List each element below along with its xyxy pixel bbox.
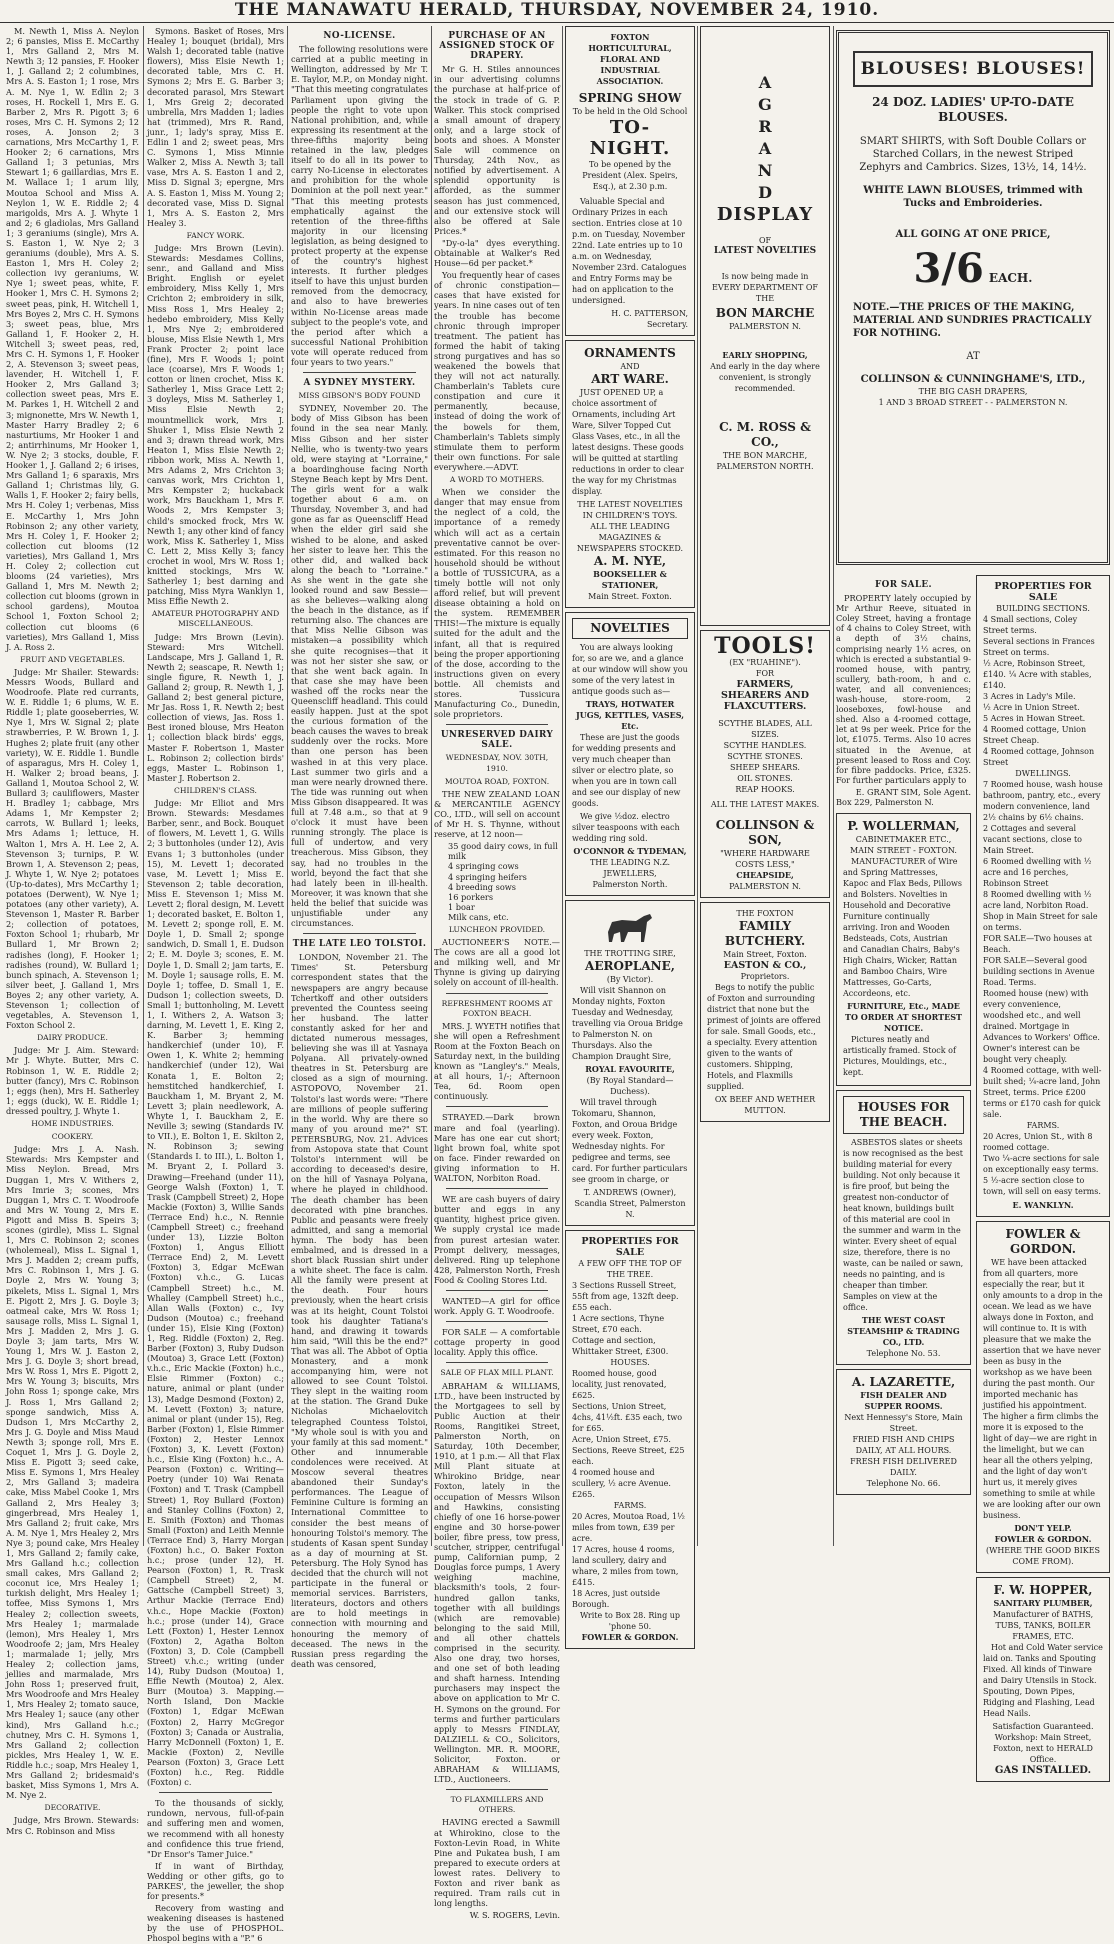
ad-line: "WHERE HARDWARE COSTS LESS,": [720, 849, 810, 869]
ad-title: PROPERTIES FOR SALE: [581, 1236, 679, 1258]
ad-body: Begs to notify the public of Foxton and surrounding district that none but the primest of joints are offered for sale. Small Goods, etc., a specialty. Every attention given to the wants of customers. Shipping, Hotels, and Flaxmills supplied.: [707, 983, 821, 1091]
ad-title: ROYAL FAVOURITE,: [585, 1064, 675, 1074]
ornaments-ad: [565, 340, 695, 608]
prize-list: Judge: Mr Elliot and Mrs Brown. Stewards: Mesdames Barber, senr., and Bock. Bouquet of flowers, M. Levett 1, G. Wills 2; 3 buttonholes (under 12), Avis Evans 1; 3 buttonholes (under 15), M. Levett 1; decorated vase, M. Levett 1; Miss E. Stevenson 2; table decoration, Miss E. Stevenson 1; Miss M. Levett 2; floral design, M. Levett 1; decorated basket, E. Bolton 1, M. Levett 2; sponge roll, E. M. Doyle 1, D. Small 2; sponge sandwich, D. Small 1, E. Dudson 2; E. M. Doyle 3; scones, E. M. Doyle 1, D. Small 2; jam tarts, E. M. Doyle 1; sausage rolls, E. M. Doyle 1; toffee, D. Small 1, E. Dudson 1; collection sweets, D. Small 1; buttonholing, M. Levett 1, I. Withers 2, A. Watson 3; darning, M. Levett 1, E. King 2, K. Barber 3; hemming handkerchief (under 10), F. Owen 1, K. White 2; hemming handkerchief (under 12), Wai Konata 1, E. Bolton 2; hemstitched handkerchief, I. Bauckham 1, M. Bryant 2, M. Levett 3; plain needlework, A. Whyte 1, I. Bauckham 2, E. Neville 3; sewing (Standards IV. to VII.), E. Bolton 1, E. Skilton 2, N. Robinson 3; sewing (Standards I. to III.), L. Bolton 1, M. Bryant 2, I. Pollard 3. Drawing—Freehand (under 11), George Walsh (Foxton) 1, T. Trask (Campbell Street) 2, Hope Mackie (Foxton) 3, Willie Sands (Terrace End) h.c., N. Rennie (Campbell Street) c.; freehand (under 13), Lizzie Bolton (Foxton) 1, Angus Elliott (Terrace End) 2, M. Levett (Foxton) 3, Edgar McEwan (Foxton) v.h.c., G. Lucas (Campbell Street) h.c., M. Whalley (Campbell Street) h.c., Allan Walls (Foxton) c., Ivy Dudson (Moutoa) c.; freehand (under 15), Elsie King (Foxton) 1, Reg. Riddle (Foxton) 2, Reg. Barber (Foxton) 3, Ruby Dudson (Moutoa) 3, Grace Lett (Foxton) v.h.c., Eric Mackie (Foxton) h.c., Elsie Rimmer (Foxton) c.; nature, animal or plant (under 13), Madge Desmond (Foxton) 2, M. Levett (Foxton) 3; nature, animal or plant (under 15), Reg. Barber (Foxton) 1, Elsie Rimmer (Foxton) 2, Hester Lennox (Foxton) 3, K. Levett (Foxton) h.c., Elsie King (Foxton) h.c., A. Pearson (Foxton) c. Writing—Poetry (under 10) Wai Renata (Foxton) and T. Trask (Campbell Street) 1, Roy Bullard (Foxton) and Stanley Collins (Foxton) 2, E. Smith (Foxton) and Thomas Small (Foxton) and Leith Mennie (Terrace End) 3, Harry Morgan (Foxton) h.c., O. Baker Foxton h.c.; prose (under 12), H. Pearson (Foxton) 1, R. Trask (Campbell Street) 2, M. Gattsche (Campbell Street) 3, Arthur Mackie (Terrace End) v.h.c., Hope Mackie (Foxton) h.c.; prose (under 14), Grace Lett (Foxton) 1, Hester Lennox (Foxton) 2, Agatha Bolton (Foxton) 3, D. Cole (Campbell Street) v.h.c.; writing (under 14), Ruby Dudson (Moutoa) 1, Effie Newth (Moutoa) 2, Alex. Burr (Moutoa) 3. Mapping.—North Island, Don Mackie (Foxton) 1, Edgar McEwan (Foxton) 2, Harry McGregor (Foxton) 3; Canada or Australia, Harry McDonnell (Foxton) 1, E. Mackie (Foxton) 2, Neville Pearson (Foxton) 3, Grace Lett (Foxton) h.c., Reg. Riddle (Foxton) c.: [147, 798, 284, 1788]
list-item: Roomed house (new) with every convenience, woodshed etc., and well drained. Mortgage in Advances to Workers' Office. Owner's interest can be bought very cheaply.: [983, 989, 1100, 1064]
ad-line: COLLINSON & CUNNINGHAME'S, LTD.,: [860, 374, 1086, 385]
ad-line: ALL GOING AT ONE PRICE,: [895, 229, 1051, 240]
ad-title: SPRING SHOW: [578, 91, 682, 105]
ad-line: BOOKSELLER & STATIONER,: [593, 569, 667, 590]
prize-list: Judge: Mrs Brown (Levin). Steward: Mrs Witchell. Landscape, Mrs J. Galland 1, R. Newth 2; seascape, R. Newth 1; single figure, R. Newth 1, J. Galland 2; group, R. Newth 1, J. Galland 2; best general picture, Mr Jas. Ross 1, R. Newth 2; best collection of views, Jas. Ross 1. Best ironed blouse, Mrs Heaton 1; collection black birds' eggs, Master F. Robertson 1, Master L. Robinson 2; collection birds' eggs, Master L. Robinson 1, Master J. Robertson 2.: [147, 631, 284, 783]
properties-ad: [565, 1230, 695, 1649]
ad-body: HAVING erected a Sawmill at Whirokino, close to the Foxton-Levin Road, in White Pine and Pukatea bush, I am prepared to execute orders at lowest rates. Delivery to Foxton and river bank as required. Tram rails cut in long lengths.: [434, 1817, 560, 1909]
advert-paragraph: You frequently hear of cases of chronic constipation—cases that have existed for years. In nine cases out of ten the trouble has become chronic through improper treatment. The patient has formed the habit of taking strong purgatives and has so weakened the bowels that they will not act naturally. Chamberlain's Tablets cure constipation and cure it permanently, because, instead of doing the work of the bowels for them, Chamberlain's Tablets simply stimulate them to perform their own functions. For sale everywhere.—ADVT.: [434, 270, 560, 472]
ad-body: Is now being made in EVERY DEPARTMENT OF THE: [712, 272, 818, 303]
ad-line: THE LATEST NOVELTIES IN CHILDREN'S TOYS.: [577, 500, 683, 520]
prize-list: Judge: Mr J. Aim. Steward: Mr J. Whyte. Butter, Mrs C. Robinson 1, W. E. Riddle 2; butter (fancy), Mrs C. Robinson 1; eggs (hen), Mrs H. Satherley 1; eggs (duck), W. E. Riddle 1; dressed poultry, J. Whyte 1.: [6, 1045, 139, 1116]
ad-line: THE BIG CASH DRAPERS,: [918, 387, 1028, 396]
column-5: [565, 26, 695, 1642]
list-item: ½ Acre in Union Street.: [983, 703, 1080, 712]
ad-line: AT: [966, 351, 980, 362]
ad-body: ASBESTOS slates or sheets is now recognised as the best building material for every building. Not only because it is fire proof, but being the greatest non-conductor of heat known, buildings built of this material are cool in the summer and warm in the winter. Every sheet of equal size, therefore, there is no waste, can be nailed or sawn, needs no painting, and is cheaper than timber. Samples on view at the office.: [843, 1138, 964, 1313]
ad-body: Hot and Cold Water service laid on. Tanks and Spouting Fixed. All kinds of Tinware and Dairy Utensils in Stock. Spouting, Down Pipes, Ridging and Flashing, Lead Head Nails.: [983, 1643, 1103, 1718]
blouses-ad: [836, 30, 1110, 565]
ad-line: EARLY SHOPPING,: [722, 350, 808, 360]
tool-item: OIL STONES.: [737, 774, 793, 783]
divider: [446, 1188, 548, 1189]
ad-line: FRIED FISH AND CHIPS DAILY, AT ALL HOURS.: [852, 1435, 955, 1456]
advert-paragraph: To the thousands of sickly, rundown, nervous, full-of-pain and suffering men and women, we recommend with all honesty and confidence this true friend, "Dr Ensor's Tamer Juice.": [147, 1798, 284, 1859]
ad-subheading: MOUTOA ROAD, FOXTON.: [444, 776, 550, 786]
masthead: THE MANAWATU HERALD, THURSDAY, NOVEMBER 24, 1910.: [0, 0, 1114, 23]
section-heading: DAIRY PRODUCE.: [37, 1033, 108, 1043]
column-rule: [143, 26, 144, 1546]
ad-title: O'CONNOR & TYDEMAN,: [573, 846, 687, 856]
column-3: [291, 26, 428, 1669]
ad-body: MRS. J. WYETH notifies that she will open a Refreshment Room at the Foxton Beach on Saturday next, in the building known as "Langley's." Meals, at all hours, 1/-; Afternoon Tea, 6d. Room open continuously.: [434, 1020, 560, 1102]
list-item: Cottage and section, Whittaker Street, £300.: [572, 1336, 669, 1356]
ad-heading: REFRESHMENT ROOMS AT FOXTON BEACH.: [441, 998, 553, 1018]
ad-line: SANITARY PLUMBER,: [993, 1598, 1093, 1608]
prize-list: Judge: Mr Shailer. Stewards: Messrs Woods, Bullard and Woodroofe. Plate red currants, W. E. Riddle 1; 6 plums, W. E. Riddle 1; plate gooseberries, W. Nye 1, Mrs W. Signal 2; plate strawberries, P. W. Brown 1, J. Hughes 2; plate fruit (any other variety), W. E. Riddle 1. Bundle of asparagus, Mrs H. Coley 1, H. Walker 2; broad beans, J. Galland 1, Moutoa School 2, W. Bullard 3; cauliflowers, Master H. Bradley 1; cabbage, Mrs Adams 1, Mr Kempster 2; carrots, W. Bullard 1; leeks, Mrs Adams 1; lettuce, H. Walton 1, Mrs A. H. Lee 2, A. Stevenson 3; turnips, P. W. Brown 1, A. Stevenson 2; peas, J. Whyte 1, W. Nye 2; potatoes (Up-to-dates), Mrs McCarthy 1; potatoes (Derwent), W. Nye 1; potatoes (any other variety), A. Stevenson 1, Master R. Barber 2; collection of potatoes, Foxton School 1; rhubarb, Mr Bullard 1, Mr Brown 2; radishes (long), F. Hooker 1; radishes (round), W. Bullard 1; bunch spinach, A. Stevenson 1; silver beet, J. Galland 1, Mrs Boyes 2; any other variety, A. Stevenson 1; collection of vegetables, A. Stevenson 1, Foxton School 2.: [6, 666, 139, 1031]
list-item: ½ Acre, Robinson Street, £140. ¼ Acre with stables, £140.: [983, 659, 1092, 690]
ad-signature: W. S. ROGERS, Levin.: [469, 1910, 560, 1921]
divider: [159, 1792, 272, 1793]
ad-line: EACH.: [988, 271, 1033, 285]
fowler-gordon-ad: [976, 1221, 1110, 1573]
ad-heading: TO FLAXMILLERS AND OTHERS.: [450, 1795, 544, 1815]
list-item: 4 Small sections, Coley Street terms.: [983, 615, 1078, 635]
ad-title: COLLINSON & SON,: [715, 818, 815, 847]
ad-body: THE NEW ZEALAND LOAN & MERCANTILE AGENCY CO., LTD., will sell on account of Mr H. S. Thynne, without reserve, at 12 noon—: [434, 788, 560, 840]
article-body: Mr G. H. Stiles announces in our advertising columns the purchase at half-price of the stock in trade of G. P. Walker. This stock comprised a small amount of drapery only, and a large stock of boots and shoes. A Monster Sale will commence on Thursday, 24th Nov., as notified by advertisement. A splendid opportunity is afforded, as the summer season has just commenced, and our extensive stock will also be offered at Sale Prices.*: [434, 64, 560, 236]
ad-line: (EX "RUAHINE").: [729, 658, 801, 667]
beach-houses-ad: [836, 1090, 971, 1365]
ad-body: These are just the goods for wedding presents and very much cheaper than silver or electro plate, so when you are in town call and see our display of new goods.: [572, 733, 681, 808]
article-subheading: MISS GIBSON'S BODY FOUND: [298, 391, 421, 401]
ad-body: We give ½doz. electro silver teaspoons with each wedding ring sold.: [572, 812, 680, 843]
ad-body: PROPERTY lately occupied by Mr Arthur Reeve, situated in Coley Street, having a frontage of 4 chains to Coley Street, with a depth of 3½ chains, comprising nearly 1½ acres, on which is erected a substantial 9-roomed house, with pantry, scullery, bath-room, h and c. water, and all conveniences; wash-house, store-room, 2 looseboxes, fowl-house and shed. Also a 4-roomed cottage, let at 9s per week. Price for the lot, £1075. Terms. Also 10 acres situated in the Avenue, at present leased to Ross and Coy. for fibre paddocks. Price, £325. For further particulars apply to: [836, 593, 971, 785]
ad-line: MAIN STREET - FOXTON.: [850, 846, 957, 856]
divider: [446, 724, 548, 725]
ad-line: Next Hennessy's Store, Main Street.: [844, 1413, 963, 1434]
column-rule: [833, 26, 834, 1546]
ad-heading: FOXTON HORTICULTURAL, FLORAL AND INDUSTRIAL ASSOCIATION.: [588, 32, 672, 86]
article-body: SYDNEY, November 20. The body of Miss Gibson has been found in the sea near Manly. Miss Gibson and her sister Nellie, who is twenty-two years old, were staying at "Lorraine," a boardinghouse facing North Steyne Beach kept by Mrs Dent. The girls went for a walk together about 6 a.m. on Thursday, November 3, and had gone as far as Queenscliff Head when the elder girl said she wished to be alone, and asked her sister to leave her. This the other did, and walked back along the beach to "Lorraine." As she went in the gate she looked round and saw Bessie—as she believes—walking along the beach in the distance, as if returning also. The chances are that Miss Nellie Gibson was mistaken—a possibility which she quite recognises—that it was not her sister she saw, or that she went back again. In that case she may have been washed off the rocks near the Queenscliff headland. This could easily happen. Just at the spot the curious formation of the beach causes the waves to break suddenly over the rocks. More than one person has been washed in at this very place. Last summer two girls and a man were nearly drowned there. The tide was running out when Miss Gibson disappeared. It was full at 7.48 a.m., so that at 9 o'clock it must have been running strongly. The place is full of undertow, and very treacherous. Miss Gibson, they say, had no troubles in the world, beyond the fact that she had lately been in ill-health. Moreover, it was known that she held the belief that suicide was unjustifiable under any circumstances.: [291, 403, 428, 929]
ad-title: F. W. HOPPER,: [993, 1583, 1093, 1597]
ad-line: Write to Box 28. Ring up 'phone 50.: [580, 1611, 680, 1631]
tool-item: SHEEP SHEARS.: [730, 763, 800, 772]
list-heading: DWELLINGS.: [1015, 769, 1071, 778]
ad-line: Telephone No. 66.: [866, 1479, 941, 1489]
ad-body: AUCTIONEER'S NOTE.—The cows are all a good lot and milking well, and Mr Thynne is giving up dairying solely on account of ill-health.: [434, 937, 560, 988]
advert-paragraph: "Dy-o-la" dyes everything. Obtainable at Walker's Red House—6d per packet.*: [434, 237, 560, 269]
section-heading: AMATEUR PHOTOGRAPHY AND MISCELLANEOUS.: [151, 609, 280, 629]
ad-line: ALL THE LEADING MAGAZINES & NEWSPAPERS STOCKED.: [576, 522, 684, 553]
advert-paragraph: Recovery from wasting and weakening diseases is hastened by the use of PHOSPHOL. Phospol begins with a "P." 6: [147, 1903, 284, 1944]
lot-list: [434, 841, 560, 922]
ad-body: FOR SALE — A comfortable cottage property in good locality. Apply this office.: [434, 1327, 560, 1358]
ad-line: OX BEEF AND WETHER MUTTON.: [714, 1095, 816, 1115]
ad-body: WE have been attacked from all quarters, more especially the rear, but it only amounts to a drop in the ocean. We lead as we have always done in Foxton, and will continue to. It is with pleasure that we make the assertion that we have never been as busy in the workshop as we have been during the past month. Our imported mechanic has justified his appointment. The higher a firm climbs the more it is exposed to the light of day—we are right in the limelight, but we can hear all the others yelping, and the light of day won't hurt us, it merely gives something to smile at while we are looking after our own business.: [983, 1258, 1103, 1520]
prize-list: Judge: Mrs J. A. Nash. Stewards: Mrs Kempster and Miss Neylon. Bread, Mrs Duggan 1, Mrs V. Withers 2, Mrs Imrie 3; scones, Mrs Duggan 1, Mrs C. T. Woodroofe and Mrs W. Young 2, Mrs E. Pigott and Miss B. Speirs 3; scones (girdle), Miss L. Signal 1, Mrs C. Robinson 2; scones (wholemeal), Miss L. Signal 1, Mrs J. Madden 2; cream puffs, Mrs C. Robinson 1, Mrs J. G. Doyle 2, Mrs W. Young 3; pikelets, Miss L. Signal 1, Mrs E. Pigott 2, Mrs J. G. Doyle 3; oatmeal cake, Mrs W. Ross 1; sausage rolls, Miss L. Signal 1, Mrs J. Madden 2, Mrs J. G. Doyle 3; jam tarts, Mrs W. Young 1, Mrs W. J. Easton 2, Mrs J. G. Doyle 3; short bread, Mrs W. Ross 1, Mrs E. Pigott 2, Mrs W. Young 3; biscuits, Mrs John Ross 1; sponge cake, Mrs J. Ross 1, Mrs Galland 2; sponge sandwich, Miss A. Dudson 1, Mrs McCarthy 2, Mrs J. G. Doyle and Miss Maud Newth 3; sponge roll, Mrs E. Coquet 1, Mrs J. G. Doyle 2, Miss E. Pigott 3; seed cake, Miss E. Symons 1, Mrs Healey 2, Mrs Galland 3; madeira cake, Miss Mabel Cooke 1, Mrs Galland 2, Mrs Healey 3; gingerbread, Mrs Healey 1, Mrs Galland 2; fruit cake, Mrs A. M. Nye 1, Mrs Healey 2, Mrs Nye 3; pound cake, Mrs Healey 1, Mrs Galland 2; family cake, Mrs Galland h.c.; collection small cakes, Mrs Galland 2; coconut ice, Mrs Healey 1; turkish delight, Mrs Healey 1; toffee, Miss Symons 1, Mrs Healey 2; collection sweets, Mrs Healey 1; marmalade (lemon), Mrs Healey 1, Mrs Woodroofe 2; jam, Mrs Healey 1; marmalade 1; jelly, Mrs Healey 2; collection jams, jellies and marmalade, Mrs John Ross 1; preserved fruit, Mrs Woodroofe and Mrs Healey 1, Mrs Healey 2; tomato sauce, Mrs Healey 1; sauce (any other kind), Mrs Galland h.c.; chutney, Mrs C. H. Symons 1, Mrs Galland 2; collection pickles, Mrs Healey 1, W. E. Riddle h.c.; soap, Mrs Healey 1, Mrs Galland 2; bridesmaid's basket, Miss Symons 1, Mrs A. M. Nye 2.: [6, 1144, 139, 1801]
property-list: [572, 1280, 688, 1610]
tool-item: SCYTHE STONES.: [727, 752, 803, 761]
ad-title: A. LAZARETTE,: [851, 1375, 956, 1390]
column-8: [976, 575, 1110, 1776]
ad-title: HOUSES FOR THE BEACH.: [843, 1096, 964, 1134]
property-list: [983, 614, 1103, 1197]
ad-line: (WHERE THE GOOD BIKES COME FROM).: [985, 1546, 1101, 1566]
list-item: 8 Roomed dwelling with ½ acre land, Norbiton Road.: [983, 890, 1092, 910]
ad-line: Workshop: Main Street, Foxton, next to HERALD Office.: [993, 1733, 1093, 1764]
ad-line: OF: [758, 236, 772, 245]
divider: [446, 1321, 548, 1322]
list-item: 5 Acres in Howan Street.: [983, 714, 1086, 723]
ad-line: To be held in the Old School: [572, 107, 688, 116]
ad-line: PALMERSTON N.: [729, 322, 801, 331]
list-item: 4 springing heifers: [448, 871, 527, 882]
ad-line: Manufacturer of BATHS, TUBS, TANKS, BOILER FRAMES, ETC.: [992, 1610, 1094, 1641]
ad-body: Pictures neatly and artistically framed. Stock of Pictures, Mouldings, etc., kept.: [843, 1035, 956, 1078]
list-item: Roomed house, good locality, just renovated, £625.: [572, 1369, 667, 1400]
ad-heading: UNRESERVED DAIRY SALE.: [440, 730, 554, 751]
ad-title: BON MARCHE: [715, 306, 815, 320]
list-heading: FARMS.: [1026, 1121, 1060, 1130]
plumber-ad: [976, 1577, 1110, 1782]
section-subheading: COOKERY.: [51, 1132, 94, 1142]
ad-line: AND: [620, 362, 640, 371]
ad-line: THE BON MARCHE,: [722, 451, 808, 460]
ad-body: SMART SHIRTS, with Soft Double Collars or Starched Collars, in the newest Striped Zephyrs and Cambrics. Sizes, 13½, 14, 14½.: [859, 136, 1087, 173]
ad-line: Main Street. Foxton.: [588, 592, 672, 601]
novelties-ad: [565, 612, 695, 896]
trotting-sire-ad: [565, 900, 695, 1226]
ad-line: THE WEST COAST STEAMSHIP & TRADING CO., LTD.: [847, 1315, 960, 1348]
list-item: Shop in Main Street for sale on terms.: [983, 912, 1098, 932]
ad-line: PALMERSTON N.: [729, 882, 801, 891]
column-2: [147, 26, 284, 1944]
divider: [446, 1290, 548, 1291]
section-heading: CHILDREN'S CLASS.: [174, 785, 257, 795]
ad-body: And early in the day where convenient, is strongly recommended.: [710, 362, 820, 393]
list-item: FOR SALE—Several good building sections in Avenue Road. Terms.: [983, 956, 1095, 987]
list-item: 2 Cottages and several vacant sections, close to Main Street.: [983, 824, 1082, 855]
column-1: [6, 26, 139, 1836]
ad-title: NOVELTIES: [572, 618, 688, 639]
ad-body: WE are cash buyers of dairy butter and eggs in any quantity, highest price given. We supply crystal ice made from purest artesian water. Prompt delivery, messages, delivered. Ring up telephone 428, Palmerston North, Fresh Food & Cooling Stores Ltd.: [434, 1194, 560, 1285]
list-item: 4 breeding sows: [448, 881, 516, 892]
column-4: [434, 26, 560, 1921]
ad-line: 1 AND 3 BROAD STREET - - PALMERSTON N.: [878, 398, 1068, 407]
ad-body: NOTE.—THE PRICES OF THE MAKING, MATERIAL AND SUNDRIES PRACTICALLY FOR NOTHING.: [853, 302, 1092, 339]
ad-body: Will visit Shannon on Monday nights, Foxton Tuesday and Wednesday, travelling via Oroua Bridge to Palmerston N. on Thursdays. Also the Champion Draught Sire,: [572, 986, 683, 1061]
ad-title: FOWLER & GORDON.: [1005, 1227, 1081, 1256]
ad-line: DON'T YELP.: [1014, 1523, 1072, 1533]
cabinetmaker-ad: [836, 813, 971, 1086]
ad-line: THE FOXTON: [736, 909, 794, 918]
section-heading: DECORATIVE.: [44, 1803, 101, 1813]
ad-line: THE TROTTING SIRE,: [584, 949, 676, 958]
list-item: 4 Roomed cottage, Union Street Cheap.: [983, 725, 1087, 745]
properties-ad: [976, 575, 1110, 1217]
grand-display-ad: [700, 26, 830, 626]
ad-line: GAS INSTALLED.: [994, 1765, 1092, 1776]
ad-line: ALL THE LATEST MAKES.: [710, 800, 820, 809]
ad-line: LATEST NOVELTIES: [713, 246, 817, 256]
ad-line: FOWLER & GORDON.: [994, 1534, 1092, 1544]
list-item: 17 Acres, house 4 rooms, land scullery, dairy and whare, 2 miles from town, £415.: [572, 1545, 679, 1587]
list-item: 35 good dairy cows, in full milk: [448, 841, 558, 862]
ad-title: ART WARE.: [591, 372, 669, 386]
ad-line: TRAYS, HOTWATER JUGS, KETTLES, VASES, Etc.: [575, 699, 685, 731]
section-heading: HOME INDUSTRIES.: [31, 1119, 114, 1129]
spring-show-ad: [565, 26, 695, 336]
list-item: Milk cans, etc.: [448, 911, 509, 922]
article-heading: A SYDNEY MYSTERY.: [303, 378, 416, 389]
ad-line: FARMERS, SHEARERS AND FLAXCUTTERS.: [721, 679, 809, 712]
section-heading: FANCY WORK.: [186, 230, 245, 240]
list-heading: HOUSES.: [610, 1358, 650, 1367]
article-heading: A WORD TO MOTHERS.: [449, 475, 545, 485]
ad-title: DISPLAY: [716, 204, 814, 225]
ad-body: WANTED—A girl for office work. Apply G. T. Woodroofe.: [434, 1295, 560, 1317]
column-rule: [287, 26, 288, 1546]
ad-title: TOOLS!: [714, 633, 816, 659]
ad-line: Satisfaction Guaranteed.: [992, 1722, 1094, 1731]
ad-title: BLOUSES! BLOUSES!: [853, 51, 1093, 87]
ad-body: ABRAHAM & WILLIAMS, LTD., have been instructed by the Mortgagees to sell by Public Auction at their Rooms, Rangitikei Street, Palmerston North, on Saturday, 10th December, 1910, at 1 p.m.— All that Flax Mill Plant situate at Whirokino Bridge, near Foxton, lately in the occupation of Messrs Wilson and Hawkins, consisting chiefly of one 16 horse-power engine and 30 horse-power boiler, fibre press, tow press, scutcher, stripper, centrifugal pump, Californian pump, 2 Douglas force pumps, 1 Avery weighing machine, blacksmith's tools, 2 four-hundred gallon tanks, together with all buildings (which are removable) belonging to the said Mill, and all other chattels comprised in the security. Also one dray, two horses, and one set of both leading and shaft harness. Intending purchasers may inspect the above on application to Mr C. H. Symons on the ground. For terms and further particulars apply to Messrs FINDLAY, DALZIELL & CO., Solicitors, Wellington. MR. R. MOORE, Solicitor, Foxton. or ABRAHAM & WILLIAMS, LTD., Auctioneers.: [434, 1380, 560, 1785]
divider: [303, 372, 416, 373]
ad-line: FRESH FISH DELIVERED DAILY.: [850, 1457, 957, 1478]
ad-signature: E. GRANT SIM, Sole Agent.: [855, 786, 971, 797]
ad-line: (By Victor).: [606, 975, 654, 984]
list-item: 6 Roomed dwelling with ½ acre and 16 perches, Robinson Street: [983, 857, 1092, 888]
article-body: LONDON, November 21. The Times' St. Petersburg correspondent states that the newspapers are angry because Tchertkoff and other outsiders prevented the Countess seeing her husband. The latter constantly asked for her and dictated numerous messages, believing she was ill at Yasnaya Polyana. All privately-owned theatres in St. Petersburg are closed as a sign of mourning. ASTOPOVO, November 21. Tolstoi's last words were: "There are millions of people suffering in the world. Why are there so many of you around me?" ST. PETERSBURG, Nov. 21. Advices from Astopova state that Count Tolstoi's internment will be according to deceased's desire, on the hill of Yasnaya Polyana, where he played in childhood. The death chamber has been decorated with pine branches. Public and peasants were freely admitted, and sang a memorial hymn. The body has been embalmed, and is dressed in a short black Russian shirt under a white sheet. The face is calm. All the family were present at the death. Four hours previously, when the heart crisis was at its height, Count Tolstoi took his daughter Tatiana's hand, and drawing it towards him said, "Will this be the end?" That was all. The Abbot of Optia Monastery, and a monk accompanying him, were not allowed to see Count Tolstoi. They slept in the waiting room at the station. The Grand Duke Nicholas Michaelovitch telegraphed Countess Tolstoi, "My whole soul is with you and your family at this sad moment." Other and innumerable condolences were received. At Moscow several theatres abandoned their Sunday's performances. The League of Feminine Culture is forming an International Committee to consider the best means of honouring Tolstoi's memory. The students of Kasan spent Sunday as a day of mourning at St. Petersburg. The Holy Synod has decided that the church will not participate in the funeral or memorial services. Barristers, literateurs, doctors and others are to hold meetings in connection with mourning and honouring the memory of deceased. The news in the Russian press regarding the death was censored,: [291, 952, 428, 1669]
divider: [446, 993, 548, 994]
divider: [303, 933, 416, 934]
ad-line: 24 DOZ. LADIES' UP-TO-DATE BLOUSES.: [872, 95, 1074, 124]
list-item: FOR SALE—Two houses at Beach.: [983, 934, 1092, 954]
ad-title: P. WOLLERMAN,: [847, 819, 960, 834]
ad-signature: T. ANDREWS (Owner), Scandia Street, Palmerston N.: [574, 1188, 686, 1219]
list-item: Several sections in Frances Street on terms.: [983, 637, 1095, 657]
prize-list: Symons. Basket of Roses, Mrs Healey 1; bouquet (bridal), Mrs Walsh 1; decorated table (native flowers), Miss Elsie Newth 1; decorated table, Mrs C. H. Symons 2; Mrs E. G. Barber 3; decorated parasol, Mrs Stewart 1, Mrs Greig 2; decorated umbrella, Mrs Madden 1; ladies hat (trimmed), Mrs R. Rand, junr., 1; lady's spray, Miss E. Edlin 1 and 2; sweet peas, Mrs C. Symons 1, Miss Minnie Walker 2, Miss A. Newth 3; tall vase, Mrs A. S. Easton 1 and 2, Miss D. Signal 3; epergne, Mrs A. S. Easton 1, Miss M. Young 2; decorated vase, Miss D. Signal 1, Mrs A. S. Easton 2, Mrs Healey 3.: [147, 26, 284, 228]
ad-title-word: GRAND: [757, 95, 773, 202]
prize-list: M. Newth 1, Miss A. Neylon 2; 6 pansies, Miss E. McCarthy 1, Mrs Galland 2, Mrs M. Newth 3; 12 pansies, F. Hooker 1, J. Galland 2; 2 columbines, Mrs A. S. Easton 1; 1 rose, Mrs A. M. Nye 1, W. Edlin 2; 3 roses, H. Rockell 1, Mrs E. G. Barber 2, Mrs R. Pigott 3; 6 roses, Mrs C. H. Symons 2; 12 roses, A. Jonson 2; 3 carnations, Mrs McCarthy 1, F. Hooker 2; 6 carnations, Mrs Galland 1; 3 petunias, Mrs Stewart 1; 6 gaillardias, Mrs E. M. Wallace 1; 1 arum lily, Moutoa School and Miss A. Neylon 1, W. E. Riddle 2; 4 marigolds, Mrs A. J. Whyte 1 and 2; 6 gladiolas, Mrs Galland 1; 3 geraniums (single), Mrs A. S. Easton 1, W. Nye 2; 3 geraniums (double), Mrs A. S. Easton 1, Mrs H. Coley 2; collection ivy geraniums, W. Nye 1; sweet peas, white, F. Hooker 1, Mrs C. H. Symons 2; sweet peas, pink, H. Witchell 1, Mrs Boyes 2, Mrs C. H. Symons 3; sweet peas, blue, Mrs Galland 1, F. Hooker 2, H. Witchell 3; sweet peas, red, Mrs C. H. Symons 1, F. Hooker 2, A. Stevenson 3; sweet peas, lavender, H. Witchell 1, F. Hooker 2, Mrs Galland 3; collection sweet peas, Mrs E. M. Parkes 1, H. Witchell 2 and 3; mignonette, Mrs W. Newth 1, Master Harry Bradley 2; 6 nasturtiums, Mr Hooker 1 and 2; antirrhinums, Mr Hooker 1, W. Nye 2; 3 stocks, double, F. Hooker 1, J. Galland 2; 6 irises, Mrs Galland 1; 6 sparaxis, Mrs Galland 1; Christmas lily, G. Walls 1, F. Hooker 2; fairy bells, Mrs H. Coley 1; verbenas, Miss E. McCarthy 1, Mrs John Robinson 2; any other variety, Mrs H. Coley 1, F. Hooker 2; collection cut blooms (12 varieties), Mrs Galland 1, Mrs H. Coley 2; collection cut blooms (24 varieties), Mrs Galland 1, Mrs M. Newth 2; collection cut blooms (grown in school gardens), Moutoa School 1, Foxton School 2; collection cut blooms (6 varieties), Mrs Galland 1, Miss J. A. Ross 2.: [6, 26, 139, 652]
ad-line: Palmerston North.: [592, 880, 668, 889]
price-tag: 3/6: [913, 245, 984, 292]
list-item: 16 porkers: [448, 891, 494, 902]
ad-signature: FOWLER & GORDON.: [581, 1632, 679, 1642]
ad-line: FISH DEALER AND SUPPER ROOMS.: [860, 1390, 947, 1412]
ad-subheading: WEDNESDAY, NOV. 30TH, 1910.: [445, 753, 549, 773]
ad-body: You are always looking for, so are we, and a glance at our window will show you some of the very latest in antique goods such as—: [572, 643, 688, 696]
list-item: 7 Roomed house, wash house bathroom, pantry, etc., every modern convenience, land 2½ chains by 6½ chains.: [983, 780, 1103, 822]
ad-body: JUST OPENED UP, a choice assortment of Ornaments, including Art Ware, Silver Topped Cut Glass Vases, etc., in all the latest designs. These goods will be quitted at startling reductions in order to clear the way for my Christmas display.: [572, 388, 684, 496]
tool-item: SCYTHE HANDLES.: [723, 741, 807, 750]
list-item: 4 roomed house and scullery, ½ acre Avenue. £265.: [572, 1468, 671, 1499]
list-item: 5 ½-acre section close to town, will sell on easy terms.: [983, 1176, 1101, 1196]
list-item: 1 boar: [448, 901, 475, 912]
ad-title: ORNAMENTS: [584, 346, 676, 360]
ad-body: Valuable Special and Ordinary Prizes in each section. Entries close at 10 p.m. on Tuesday, November 22nd. Late entries up to 10 a.m. on Wednesday, November 23rd. Catalogues and Entry Forms may be had on application to the undersigned.: [572, 197, 687, 305]
list-item: 20 Acres, Union St., with 8 roomed cottage.: [983, 1132, 1093, 1152]
list-item: 4 Roomed cottage, Johnson Street: [983, 747, 1095, 767]
list-item: 1 Acre sections, Thyne Street, £70 each.: [572, 1314, 665, 1334]
ad-signature: H. C. PATTERSON, Secretary.: [611, 309, 688, 329]
ad-line: To be opened by the President (Alex. Speirs, Esq.), at 2.30 p.m.: [582, 160, 678, 191]
ad-line: Main Street, Foxton.: [723, 950, 807, 959]
prize-list: Judge, Mrs Brown. Stewards: Mrs C. Robinson and Miss: [6, 1815, 139, 1836]
ad-title-word: A: [758, 73, 772, 92]
article-heading: NO-LICENSE.: [323, 31, 396, 41]
ad-title: AEROPLANE,: [585, 959, 675, 973]
column-rule: [697, 26, 698, 1546]
ad-title: FAMILY BUTCHERY.: [724, 919, 806, 948]
ad-heading: SALE OF FLAX MILL PLANT.: [440, 1368, 554, 1378]
list-item: Two ¼-acre sections for sale on exceptionally easy terms.: [983, 1154, 1100, 1174]
ad-line: FOR: [755, 669, 775, 678]
ad-line: CABINETMAKER ETC.,: [855, 835, 952, 845]
list-item: 3 Sections Russell Street, 55ft from age, 132ft deep. £55 each.: [572, 1281, 679, 1312]
tool-item: SCYTHE BLADES, ALL SIZES.: [718, 719, 812, 739]
ad-line: A FEW OFF THE TOP OF THE TREE.: [578, 1259, 682, 1279]
column-rule: [431, 26, 432, 1546]
article-heading: THE LATE LEO TOLSTOI.: [292, 939, 427, 950]
list-item: 18 Acres, just outside Borough.: [572, 1589, 660, 1609]
divider: [446, 1789, 548, 1790]
section-heading: FRUIT AND VEGETABLES.: [20, 654, 125, 664]
list-heading: FARMS.: [613, 1501, 647, 1510]
column-6: [700, 26, 830, 1546]
divider: [446, 1106, 548, 1107]
column-rule: [562, 26, 563, 1546]
article-heading: PURCHASE OF AN ASSIGNED STOCK OF DRAPERY.: [439, 31, 555, 62]
ad-body: WHITE LAWN BLOUSES, trimmed with Tucks and Embroideries.: [863, 185, 1083, 209]
column-7: [836, 575, 971, 1545]
ad-title: TO-NIGHT.: [589, 117, 671, 159]
list-item: Sections, Union Street, 4chs, 41½ft. £35 each, two for £65.: [572, 1402, 683, 1433]
ad-line: BUILDING SECTIONS.: [996, 604, 1090, 613]
horse-icon: [600, 910, 660, 944]
butchery-ad: [700, 902, 830, 1122]
ad-title: PROPERTIES FOR SALE: [994, 581, 1092, 603]
advert-paragraph: When we consider the danger that may ensue from the neglect of a cold, the importance of a remedy which will act as a certain preventative cannot be over-estimated. For this reason no household should be without a bottle of TUSSICURA, as a timely bottle will not only afford relief, but will prevent disease obtaining a hold on the system. REMEMBER THIS!—The mixture is equally suited for the adult and the infant, all that is required being the proper apportioning of the dose, according to the instructions given on every bottle. All chemists and stores. Tussicura Manufacturing Co., Dunedin, sole proprietors.: [434, 487, 560, 720]
list-item: Acre, Union Street, £75.: [572, 1435, 671, 1444]
ad-line: Telephone No. 53.: [866, 1349, 941, 1359]
tool-item: REAP HOOKS.: [735, 785, 795, 794]
ad-line: FURNITURE, Etc., MADE TO ORDER AT SHORTEST NOTICE.: [845, 1001, 962, 1034]
article-body: The following resolutions were carried at a public meeting in Wellington, addressed by Mr T. E. Taylor, M.P., on Monday night. "That this meeting congratulates Parliament upon giving the people the right to vote upon National prohibition, and, while expressing its resentment at the three-fifths majority being retained in the law, pledges itself to do all in its power to carry No-License in electorates and prohibition for the whole Dominion at the poll next year." "That this meeting protests emphatically against the retention of the three-fifths majority in our licensing legislation, as being designed to protect property at the expense of the country's highest interests. It further pledges itself to have this unjust burden removed from the democracy, and also to have breweries within No-License areas made subject to the people's vote, and the period after which a successful National Prohibition vote will operate reduced from four years to two years.": [291, 44, 428, 367]
list-item: Sections, Reeve Street, £25 each.: [572, 1446, 685, 1466]
ad-note: LUNCHEON PROVIDED.: [448, 924, 546, 934]
ad-body: MANUFACTURER of Wire and Spring Mattresses, Kapoc and Flax Beds, Pillows and Bolsters. Novelties in Household and Decorative Furniture continually arriving. Iron and Wooden Bedsteads, Cots, Austrian and Canadian Chairs, Baby's High Chairs, Wicker, Rattan and Bamboo Chairs, Wire Mattresses, Go-Carts, Accordeons, etc.: [843, 857, 962, 999]
ad-line: Box 229, Palmerston N.: [836, 796, 934, 807]
ad-line: PALMERSTON NORTH.: [716, 462, 814, 471]
prize-list: Judge: Mrs Brown (Levin). Stewards: Mesdames Collins, senr., and Galland and Miss Bright. English or eyelet embroidery, Miss Kelly 1, Mrs Crichton 2; embroidery in silk, Miss Ross 1, Mrs Healey 2; hedebo embroidery, Miss Kelly 1, Mrs Nye 2; embroidered blouse, Miss Elsie Newth 1, Mrs Frank Procter 2; point lace (fine), Mrs F. Woods 1; point lace (coarse), Mrs F. Woods 1; cotton or linen crochet, Miss K. Satherley 1, Miss Grace Lett 2; 3 doyleys, Miss M. Satherley 1, Miss Elsie Newth 2; mountmellick work, Mrs J. Shuker 1, Miss Elsie Newth 2 and 3; drawn thread work, Mrs Heaton 1, Miss Elsie Newth 2; ribbon work, Miss A. Newth 1, Mrs Adams 2, Mrs Crichton 3; canvas work, Mrs Crichton 1, Mrs Kempster 2; huckaback work, Mrs Bauckham 1, Mrs F. Woods 2, Mrs Kempster 3; child's smocked frock, Mrs W. Newth 1; any other kind of fancy work, Miss K. Satherley 1, Miss C. Lett 2, Miss Kelly 3; fancy crochet in wool, Mrs W. Ross 1; knitted stockings, Mrs W. Satherley 1; best darning and patching, Miss Myra Wanklyn 1, Miss Effie Newth 2.: [147, 242, 284, 607]
ad-line: EASTON & CO.,: [723, 960, 807, 971]
ad-body: STRAYED.—Dark brown mare and foal (yearling). Mare has one ear cut short; light brown foal, white spot on face. Finder rewarded on giving information to H. WALTON, Norbiton Road.: [434, 1112, 560, 1184]
ad-heading: FOR SALE.: [874, 580, 932, 590]
list-item: 4 springing cows: [448, 861, 519, 872]
divider: [446, 1362, 548, 1363]
list-item: 3 Acres in Lady's Mile.: [983, 692, 1076, 701]
ad-body: Will travel through Tokomaru, Shannon, Foxton, and Oroua Bridge every week. Foxton, Wednesday nights. For pedigree and terms, see card. For further particulars see groom in charge, or: [572, 1098, 688, 1184]
ad-line: Proprietors.: [740, 972, 790, 981]
fish-dealer-ad: [836, 1369, 971, 1495]
ad-line: CHEAPSIDE,: [736, 870, 794, 880]
ad-line: THE LEADING N.Z. JEWELLERS,: [589, 858, 671, 878]
ad-line: (By Royal Standard—Duchess).: [586, 1076, 674, 1096]
list-item: 4 Roomed cottage, with well-built shed; ¼-acre land, John Street, terms. Price £200 terms or £170 cash for quick sale.: [983, 1066, 1102, 1119]
advert-paragraph: If in want of Birthday, Wedding or other gifts, go to PARKES', the jeweller, the shop for presents.*: [147, 1860, 284, 1902]
ad-title: A. M. NYE,: [593, 554, 667, 568]
ad-title: C. M. ROSS & CO.,: [719, 420, 811, 449]
tools-ad: [700, 630, 830, 898]
list-item: 20 Acres, Moutoa Road, 1½ miles from town, £39 per acre.: [572, 1512, 685, 1543]
ad-signature: E. WANKLYN.: [1012, 1200, 1074, 1210]
